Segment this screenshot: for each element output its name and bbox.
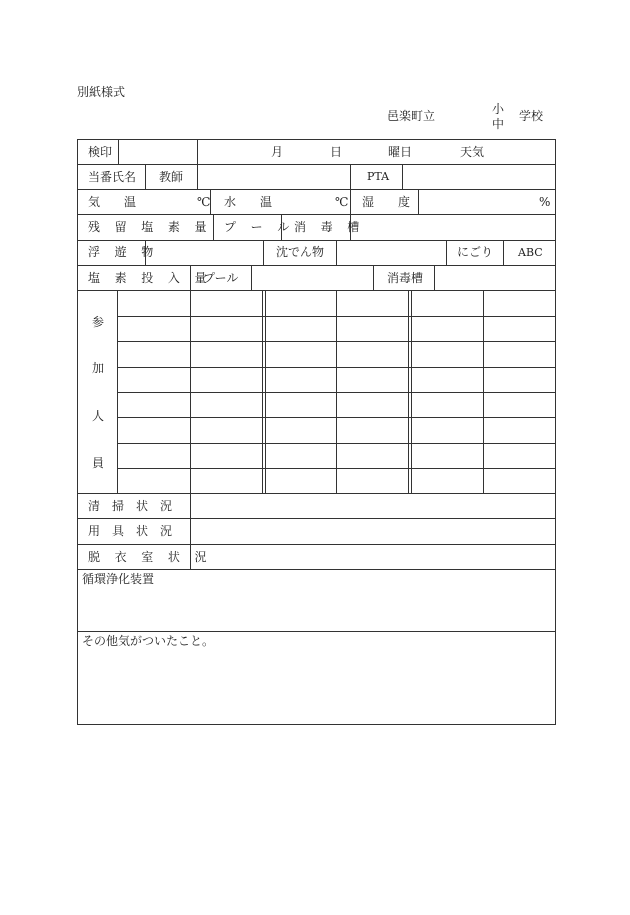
circulation-device-label: 循環浄化装置 <box>82 572 155 586</box>
cell-divider <box>145 164 146 189</box>
turbidity-label: にごり <box>457 245 494 259</box>
cell-divider <box>213 214 214 240</box>
turbidity-grade-label: ABC <box>518 246 543 259</box>
row-divider <box>77 493 556 494</box>
cell-divider <box>373 265 374 290</box>
row-divider <box>77 631 556 632</box>
water-temp-label: 水 温 <box>224 195 273 209</box>
grid-col-line <box>336 290 337 493</box>
day-label: 日 <box>330 145 343 159</box>
row-divider <box>77 164 556 165</box>
grid-double-line <box>408 290 412 493</box>
changing-room-status-label: 脱 衣 室 状 況 <box>88 550 212 564</box>
sediment-label: 沈でん物 <box>276 245 325 259</box>
other-notes-label: その他気がついたこと。 <box>82 634 215 648</box>
participants-char: 参 <box>92 315 105 329</box>
celsius-unit: ℃ <box>197 195 211 209</box>
disinfection-tank-label: 消毒槽 <box>387 271 424 285</box>
cell-divider <box>118 139 119 164</box>
row-divider <box>77 290 556 291</box>
pta-label: PTA <box>367 170 390 183</box>
cell-divider <box>402 164 403 189</box>
cell-divider <box>336 240 337 265</box>
grid-double-line <box>262 290 266 493</box>
participants-char: 人 <box>92 409 105 423</box>
celsius-unit: ℃ <box>335 195 349 209</box>
cell-divider <box>197 164 198 189</box>
cell-divider <box>418 189 419 214</box>
air-temp-label: 気 温 <box>88 195 137 209</box>
chlorine-input-label: 塩 素 投 入 量 <box>88 271 212 285</box>
cell-divider <box>503 240 504 265</box>
weather-label: 天気 <box>460 145 485 159</box>
pool-label: プ ー ル <box>224 220 295 234</box>
participants-char: 員 <box>92 456 105 470</box>
row-divider <box>77 265 556 266</box>
grid-col-line <box>190 290 191 569</box>
cell-divider <box>251 265 252 290</box>
disinfection-tank-label: 消 毒 槽 <box>294 220 365 234</box>
row-divider <box>77 518 556 519</box>
grid-col-line <box>117 290 118 493</box>
teacher-label: 教師 <box>159 170 184 184</box>
participants-char: 加 <box>92 361 105 375</box>
level-elementary: 小 <box>492 102 505 116</box>
month-label: 月 <box>271 145 284 159</box>
cell-divider <box>350 164 351 189</box>
weekday-label: 曜日 <box>388 145 413 159</box>
cell-divider <box>197 139 198 164</box>
equipment-status-label: 用 具 状 況 <box>88 524 173 538</box>
inspection-seal-label: 検印 <box>88 145 113 159</box>
cell-divider <box>350 189 351 214</box>
level-junior: 中 <box>492 117 505 131</box>
grid-col-line <box>483 290 484 493</box>
cell-divider <box>446 240 447 265</box>
town-name: 邑楽町立 <box>387 109 436 123</box>
form-label: 別紙様式 <box>77 85 126 99</box>
row-divider <box>77 544 556 545</box>
school-suffix: 学校 <box>519 109 544 123</box>
row-divider <box>77 569 556 570</box>
row-divider <box>77 240 556 241</box>
row-divider <box>77 214 556 215</box>
cell-divider <box>434 265 435 290</box>
cleaning-status-label: 清 掃 状 況 <box>88 499 173 513</box>
cell-divider <box>263 240 264 265</box>
floating-matter-label: 浮 遊 物 <box>88 245 159 259</box>
percent-unit: % <box>539 195 551 209</box>
pool-label: プール <box>203 271 239 285</box>
humidity-label: 湿 度 <box>362 195 411 209</box>
person-in-charge-label: 当番氏名 <box>88 170 137 184</box>
row-divider <box>77 189 556 190</box>
residual-chlorine-label: 残 留 塩 素 量 <box>88 220 212 234</box>
